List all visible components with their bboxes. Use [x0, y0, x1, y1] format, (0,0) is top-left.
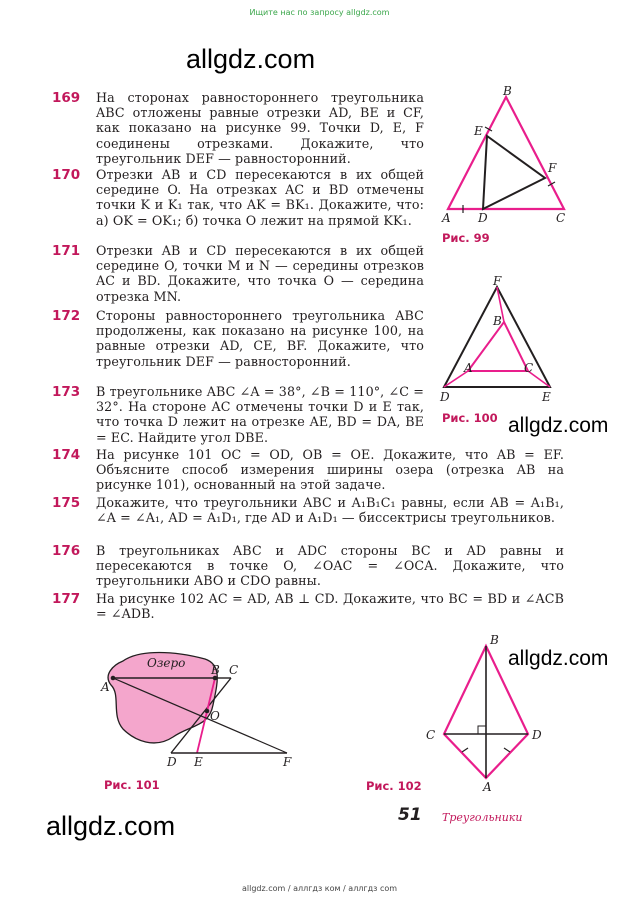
- label-d: D: [532, 728, 542, 742]
- problem-number: 175: [52, 495, 81, 511]
- problem-171: [52, 243, 424, 304]
- figure-100-caption: Рис. 100: [442, 411, 498, 425]
- label-c: C: [556, 211, 566, 225]
- label-a: A: [483, 780, 492, 794]
- problem-number: 172: [52, 308, 81, 324]
- figure-99-caption: Рис. 99: [442, 231, 490, 245]
- triangle-def: [483, 136, 545, 209]
- problem-173: [52, 384, 424, 445]
- problem-169: [52, 90, 424, 166]
- lake-label: Озеро: [147, 656, 186, 670]
- problem-176: [52, 543, 564, 589]
- triangle-abc: [448, 97, 564, 209]
- watermark: allgdz.com: [508, 647, 609, 670]
- problem-number: 176: [52, 543, 81, 559]
- label-f: F: [548, 161, 557, 175]
- label-a: A: [101, 680, 110, 694]
- problem-text: В треугольниках ABC и ADC стороны BC и AD равны и пересекаются в точке O, ∠OAC = ∠OCA. Докажите, что треугольники ABO и CDO равны.: [96, 543, 564, 589]
- problem-text: В треугольнике ABC ∠A = 38°, ∠B = 110°, ∠C = 32°. На стороне AC отмечены точки D и E так, что точка D лежит на отрезке AE, BD = DA, BE = EC. Найдите угол DBE.: [96, 384, 424, 445]
- problem-number: 174: [52, 447, 81, 463]
- figure-101: [95, 645, 305, 773]
- figure-101-caption: Рис. 101: [104, 778, 160, 792]
- label-e: E: [474, 124, 483, 138]
- label-c: C: [426, 728, 436, 742]
- figure-100: [430, 275, 580, 407]
- problem-number: 177: [52, 591, 81, 607]
- label-b: B: [493, 314, 502, 328]
- label-o: O: [210, 709, 220, 723]
- problem-number: 170: [52, 167, 81, 183]
- problem-number: 173: [52, 384, 81, 400]
- problem-172: [52, 308, 424, 369]
- watermark: allgdz.com: [46, 811, 176, 841]
- label-e: E: [542, 390, 551, 404]
- problem-number: 171: [52, 243, 81, 259]
- label-a: A: [442, 211, 451, 225]
- label-b: B: [211, 663, 220, 677]
- figure-102-caption: Рис. 102: [366, 779, 422, 793]
- problem-text: Докажите, что треугольники ABC и A₁B₁C₁ равны, если AB = A₁B₁, ∠A = ∠A₁, AD = A₁D₁, где AD и A₁D₁ — биссектрисы треугольников.: [96, 495, 564, 526]
- problem-text: На сторонах равностороннего треугольника ABC отложены равные отрезки AD, BE и CF, как показано на рисунке 99. Точки D, E, F соединены отрезками. Докажите, что треугольник DEF — равносторонний.: [96, 90, 424, 166]
- problem-text: Отрезки AB и CD пересекаются в их общей середине O. На отрезках AC и BD отмечены точки K и K₁ так, что AK = BK₁. Докажите, что: а) OK = OK₁; б) точка O лежит на прямой KK₁.: [96, 167, 424, 228]
- figure-99: [430, 85, 580, 225]
- problem-text: На рисунке 101 OC = OD, OB = OE. Докажите, что AB = EF. Объясните способ измерения ширины озера (отрезка AB на рисунке 101), основанный на этой задаче.: [96, 447, 564, 493]
- problem-text: Стороны равностороннего треугольника ABC продолжены, как показано на рисунке 100, на равные отрезки AD, CE, BF. Докажите, что треугольник DEF — равносторонний.: [96, 308, 424, 369]
- label-b: B: [503, 84, 512, 98]
- page-number: 51: [398, 805, 422, 825]
- watermark: allgdz.com: [508, 414, 609, 437]
- label-d: D: [440, 390, 450, 404]
- chapter-title: Треугольники: [442, 811, 523, 824]
- problem-175: [52, 495, 564, 525]
- label-b: B: [490, 633, 499, 647]
- problem-text: Отрезки AB и CD пересекаются в их общей середине O, точки M и N — середины отрезков AC и BD. Докажите, что точка O — середина отрезка MN.: [96, 243, 424, 304]
- bottom-link[interactable]: allgdz.com / аллгдз ком / аллгдз com: [241, 884, 398, 893]
- problem-text: На рисунке 102 AC = AD, AB ⊥ CD. Докажите, что BC = BD и ∠ACB = ∠ADB.: [96, 591, 564, 622]
- label-f: F: [493, 274, 502, 288]
- label-d: D: [167, 755, 177, 769]
- figure-102: [420, 630, 540, 792]
- problem-number: 169: [52, 90, 81, 106]
- watermark: allgdz.com: [186, 44, 316, 74]
- label-e: E: [194, 755, 203, 769]
- label-c: C: [229, 663, 239, 677]
- label-f: F: [283, 755, 292, 769]
- label-d: D: [478, 211, 488, 225]
- label-a: A: [464, 361, 473, 375]
- problem-177: [52, 591, 564, 621]
- problem-170: [52, 167, 424, 228]
- label-c: C: [524, 361, 534, 375]
- problem-174: [52, 447, 564, 493]
- top-search-link[interactable]: Ищите нас по запросу allgdz.com: [249, 8, 390, 17]
